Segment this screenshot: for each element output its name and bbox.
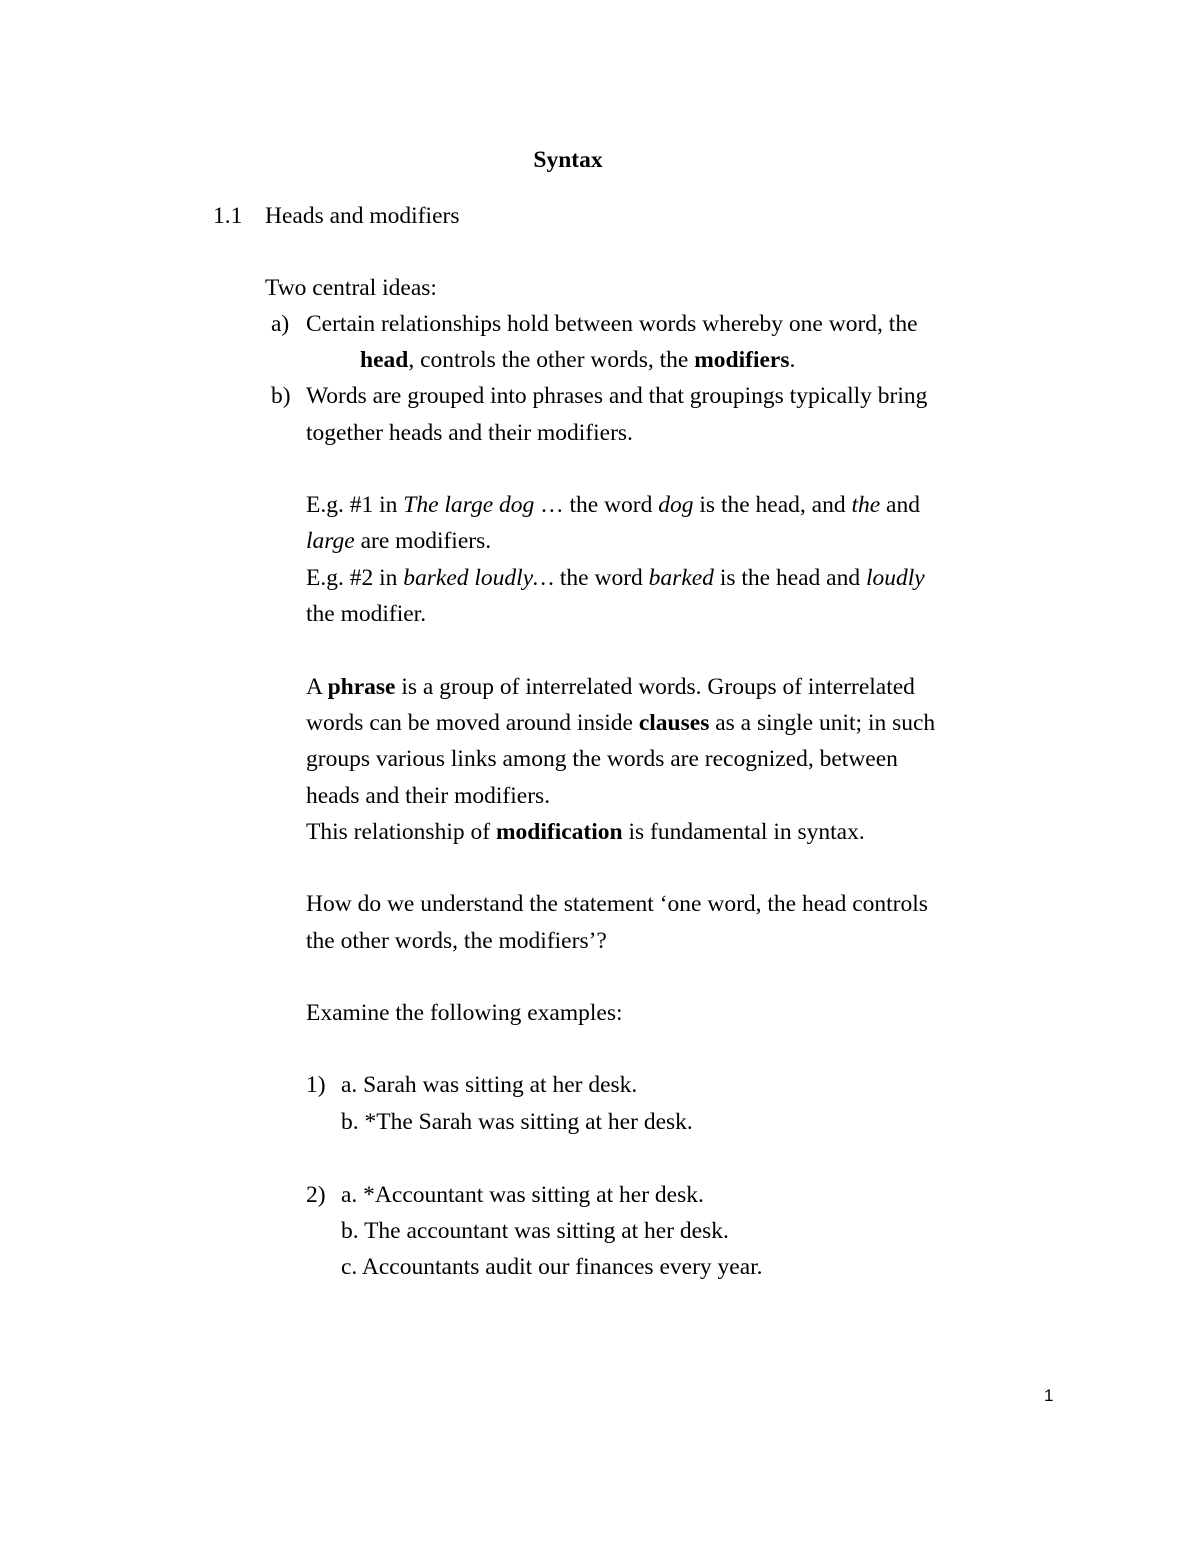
example-modifier: the — [851, 492, 881, 518]
example-2-line1: E.g. #2 in barked loudly… the word barked is the head and loudly — [306, 565, 925, 591]
example-set-1-a: a. Sarah was sitting at her desk. — [341, 1072, 638, 1098]
section-heading: Heads and modifiers — [265, 203, 460, 229]
example-set-1-number: 1) — [306, 1072, 326, 1098]
section-number: 1.1 — [213, 203, 243, 229]
page-number: 1 — [1044, 1386, 1054, 1405]
example-2-line2: the modifier. — [306, 601, 427, 627]
term-modification: modification — [495, 819, 623, 845]
phrase-para-line3: groups various links among the words are recognized, between — [306, 746, 898, 772]
intro-text: Two central ideas: — [265, 275, 437, 301]
example-phrase: The large dog — [403, 492, 535, 518]
example-1-line2: large are modifiers. — [306, 528, 492, 554]
phrase-para-line2: words can be moved around inside clauses as a single unit; in such — [306, 710, 936, 736]
example-modifier: loudly — [866, 565, 925, 591]
phrase-para-line5: This relationship of modification is fundamental in syntax. — [306, 819, 865, 845]
idea-b-line2: together heads and their modifiers. — [306, 420, 633, 446]
idea-a-mid: , controls the other words, the — [408, 347, 695, 373]
idea-a-label: a) — [271, 311, 290, 337]
idea-a-line1: Certain relationships hold between words whereby one word, the — [306, 311, 918, 337]
phrase-para-line1: A phrase is a group of interrelated words. Groups of interrelated — [306, 674, 915, 700]
examine-text: Examine the following examples: — [306, 1000, 623, 1026]
example-set-2-number: 2) — [306, 1182, 326, 1208]
term-head: head — [360, 347, 409, 373]
idea-a-line2 — [360, 346, 795, 374]
example-head: dog — [658, 492, 694, 518]
example-set-2-c: c. Accountants audit our finances every year. — [341, 1254, 763, 1280]
example-1-line1: E.g. #1 in The large dog … the word dog is the head, and the and — [306, 492, 920, 518]
phrase-para-line4: heads and their modifiers. — [306, 783, 551, 809]
example-set-1-b: b. *The Sarah was sitting at her desk. — [341, 1109, 693, 1135]
example-set-2-a: a. *Accountant was sitting at her desk. — [341, 1182, 704, 1208]
question-line2: the other words, the modifiers’? — [306, 928, 607, 954]
example-modifier: large — [306, 528, 355, 554]
example-phrase: barked loudly… — [403, 565, 555, 591]
idea-b-line1: Words are grouped into phrases and that groupings typically bring — [306, 383, 928, 409]
idea-a-end: . — [789, 347, 796, 373]
term-phrase: phrase — [327, 674, 396, 700]
example-head: barked — [648, 565, 714, 591]
question-line1: How do we understand the statement ‘one word, the head controls — [306, 891, 928, 917]
term-modifiers: modifiers — [694, 347, 790, 373]
page-title: Syntax — [533, 147, 603, 173]
example-set-2-b: b. The accountant was sitting at her desk. — [341, 1218, 729, 1244]
term-clauses: clauses — [638, 710, 710, 736]
idea-b-label: b) — [271, 383, 291, 409]
